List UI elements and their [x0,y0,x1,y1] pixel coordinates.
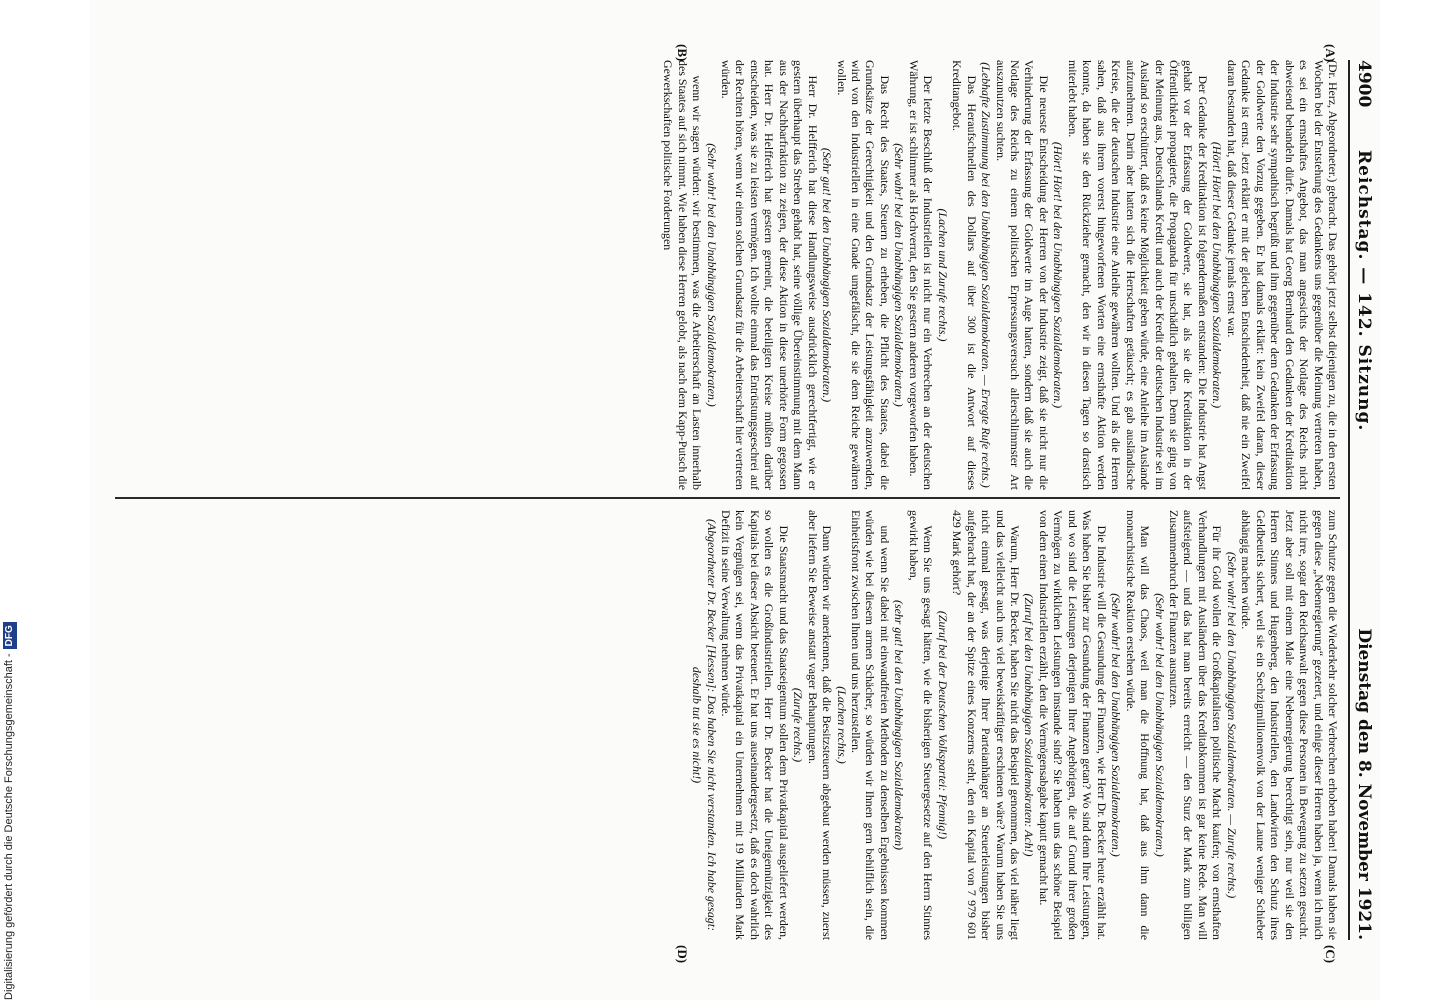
text-column-right [115,510,1340,940]
stage-direction: (sehr gut! bei den Unabhängigen Sozialdemokraten) [892,600,907,850]
stage-direction: (Zuruf bei den Unabhängigen Sozialdemokraten: Ach!) [1022,593,1037,857]
dfg-logo-icon: DFG [3,622,17,649]
speech-paragraph: Die neueste Entscheidung der Herren von der Industrie zeigt, daß sie nicht nur die Verhinderung der Erfassung der Goldwerte im Auge hatten, sondern daß sie auch die Notlage des Reichs zu einem politischen Erpressungsversuch allerschlimmster Art auszunutzen suchten. [993,60,1051,490]
speech-paragraph: Wenn Sie uns gesagt hätten, wie die bisherigen Steuergesetze auf den Herrn Stinnes gewirkt haben, [906,510,936,940]
stage-direction: (Lachen und Zurufe rechts.) [935,208,950,342]
speech-paragraph: Das Recht des Staates, Steuern zu erheben, die Pflicht des Staates, dabei die Grundsätze der Gerechtigkeit und den Grundsatz der Leistungsfähigkeit anzuwenden, wird von den Industriellen in eine Gnade umgefälscht, die sie dem Reiche gewähren wollen. [834,60,892,490]
speech-paragraph: und wenn Sie dabei mit einwandfreien Methoden zu denselben Ergebnissen kommen würden wie bei diesem armen Schächer, so würden wir Ihnen gern behilflich sein, die Einheitsfront zwischen Ihnen und uns herzustellen. [849,510,892,940]
stage-direction: (Abgeordneter Dr. Becker [Hessen]: Das haben Sie nicht verstanden. Ich habe gesagt: deshalb tut sie es nicht!) [690,519,719,931]
stage-direction: (Sehr wahr! bei den Unabhängigen Sozialdemokraten.) [1152,593,1167,857]
stage-direction: (Hört! Hört! bei den Unabhängigen Sozialdemokraten.) [1051,141,1066,409]
stage-direction: (Zurufe rechts.) [791,687,806,763]
stage-direction: (Sehr wahr! bei den Unabhängigen Sozialdemokraten. — Zurufe rechts.) [1224,551,1239,899]
margin-marker-c: (C) [1323,945,1338,964]
speech-paragraph: Warum, Herr Dr. Becker, haben Sie nicht das Beispiel genommen, das viel näher liegt und das vielleicht auch uns viel beweiskräftiger erschienen wäre? Warum haben Sie uns nicht einmal gesagt, was derjenige Ihrer Parteianhänger an Steuerleistungen bisher aufgebracht hat, der an der Spitze eines Konzerns steht, den ein Kapital von 7 979 601 429 Mark gehört? [950,510,1023,940]
speech-paragraph: Das Heraufschnellen des Dollars auf über 300 ist die Antwort auf dieses Kreditangebot. [950,60,979,490]
margin-marker-d: (D) [675,945,690,964]
text-column-left [115,60,1340,490]
margin-marker-b: (B) [675,44,690,62]
stage-direction: (Sehr gut! bei den Unabhängigen Sozialdemokraten.) [820,147,835,403]
speech-paragraph: zum Schutze gegen die Wiederkehr solcher Verbrechen erhoben haben! Damals haben sie gegen diese „Nebenregierung“ gezetert, und einige dieser Herren haben ja, wenn ich mich nicht irre, sogar den Reichsanwalt gegen diese Personen in Bewegung zu setzen gesucht. Jetzt aber soll mit einem Male eine Nebenregierung berechtigt sein, nur weil sie den Herren Stinnes und Hugenberg, den Industriellen, den Landwirten den Schutz ihres Geldbeutels sichert, weil sie ein Sechzigmillionenvolk von der Laune weniger Schieber abhängig machen würde. [1239,510,1340,940]
margin-marker-a: (A) [1323,44,1338,63]
speech-paragraph: Der letzte Beschluß der Industriellen ist nicht nur ein Verbrechen an der deutschen Währung, er ist schlimmer als Hochverrat, den Sie gestern anderen vorgeworfen haben. [906,60,936,490]
session-date: Dienstag den 8. November 1921. [1354,628,1374,940]
stage-direction: (Sehr wahr! bei den Unabhängigen Sozialdemokraten.) [1109,593,1124,857]
stage-direction: (Zuruf bei der Deutschen Volkspartei: Pfennig!) [935,610,950,840]
scanned-page [90,0,1380,1000]
speech-paragraph: wenn wir sagen würden: wir bestimmen, was die Arbeiterschaft an Lasten innerhalb des Staates auf sich nimmt. Wie haben diese Herren gelobt, als nach dem Kapp-Putsch die Gewerkschaften politische Forderungen [661,60,705,490]
column-divider [115,497,1340,499]
speech-paragraph: Herr Dr. Helfferich hat diese Handlungsweise ausdrücklich gerechtfertigt, wie er gestern überhaupt das Streben gehabt hat, seine völlige Übereinstimmung mit dem Mann aus der Nachbarfraktion zu zeigen, der diese Aktion in diese unerhörte Form gegossen hat. Herr Dr. Helfferich hat gestern gemeint, die beteiligten Kreise müßten darüber entscheiden, was sie zu leisten vermögen. Ich wollte einmal das Entrüstungsgeschrei auf der Rechten hören, wenn wir einen solchen Grundsatz für die Arbeiterschaft hier vertreten würden. [718,60,820,490]
stage-direction: (Hört! Hört! bei den Unabhängigen Sozialdemokraten.) [1210,141,1225,409]
stage-direction: (Sehr wahr! bei den Unabhängigen Sozialdemokraten.) [892,143,907,407]
page-header [1348,60,1380,940]
speech-paragraph: Der Gedanke der Kreditaktion ist folgendermaßen entstanden: Die Industrie hat Angst gehabt vor der Erfassung der Goldwerte, sie hat, als sie die Kreditaktion in der Öffentlichkeit propagierte, die Propaganda für unschädlich gehalten. Denn sie ging von der Meinung aus, Deutschlands Kredit und auch der Kredit der deutschen Industrie sei im Ausland so erschüttert, daß es keine Möglichkeit geben würde, eine Anleihe im Auslande aufzunehmen. Darin aber hatten sich die Herrschaften getäuscht; es gab ausländische Kreise, die der deutschen Industrie eine Anleihe gewähren wollten. Und als die Herren sahen, daß aus ihrem vorerst hingeworfenen Worten eine ernsthafte Aktion werden konnte, da haben sie den Rückzieher gemacht, den wir in diesen Tagen so drastisch miterlebt haben. [1065,60,1210,490]
running-title: Reichstag. — 142. Sitzung. [1354,150,1374,432]
speech-paragraph: Die Industrie will die Gesundung der Finanzen, wie Herr Dr. Becker heute erzählt hat. Was haben Sie bisher zur Gesundung der Finanzen getan? Wo sind denn Ihre Leistungen, und wo sind die Leistungen derjenigen Ihrer Angehörigen, die auf Grund ihrer großen Vermögen zu wirklichen Leistungen imstande sind? Sie haben uns das schöne Beispiel von dem einen Industriellen erzählt, den die Vermögensabgabe kaputt gemacht hat. [1036,510,1109,940]
stage-direction: (Lachen rechts.) [834,686,849,764]
digitization-credit [2,10,16,1000]
stage-direction: (Sehr wahr! bei den Unabhängigen Sozialdemokraten.) [704,143,719,407]
stage-direction: (Lebhafte Zustimmung bei den Unabhängigen Sozialdemokraten. — Erregte Rufe rechts.) [979,62,994,488]
speech-paragraph: Die Staatsmacht und das Staatseigentum sollen dem Privatkapital ausgeliefert werden, so wollen es die Großindustriellen. Herr Dr. Becker hat die Uneigennützigkeit des Kapitals bei dieser Absicht beteuert. Er hat uns auseinandergesetzt, daß es doch wahrlich kein Vergnügen sei, wenn das Privatkapital ein Unternehmen mit 19 Milliarden Mark Defizit in seine Verwaltung nehmen würde. [718,510,791,940]
speech-paragraph: (Dr. Herz, Abgeordneter.) gebracht. Das gehört jetzt selbst diejenigen zu, die in den ersten Wochen bei der Entstehung des Gedankens uns gegenüber die Meinung vertreten haben, es sei ein ernsthaftes Angebot, das man angesichts der Notlage des Reichs nicht abweisend behandeln dürfe. Damals hat Georg Bernhard den Gedanken der Kreditaktion der Industrie sehr sympathisch begrüßt und ihm gegenüber dem Gedanken der Erfassung der Goldwerte den Vorzug gegeben. Er hat damals erklärt: kein Zweifel daran, dieser Gedanke ist ernst. Jetzt erklärt er mit der gleichen Entschiedenheit, daß nie ein Zweifel daran bestanden hat, daß dieser Gedanke jemals ernst war. [1224,60,1340,490]
speech-paragraph: Dann würden wir anerkennen, daß die Besitzsteuern abgebaut werden müssen, zuerst aber liefern Sie Beweise anstatt vager Behauptungen. [805,510,835,940]
speech-paragraph: Für ihr Gold wollen die Großkapitalisten politische Macht kaufen; von ernsthaften Verhandlungen mit Ausländern über das Kreditabkommen ist gar keine Rede. Man will aufsteigend — und das hat man bereits erreicht — den Sturz der Mark zum billigen Zusammenbruch der Finanzen ausnutzen. [1167,510,1225,940]
credit-text: Digitalisierung gefördert durch die Deutsche Forschungsgemeinschaft - [3,653,15,1000]
page-number: 4900 [1354,60,1374,108]
speech-paragraph: Man will das Chaos, weil man die Hoffnung hat, daß aus ihm dann die monarchistische Reaktion erstehen würde. [1123,510,1153,940]
